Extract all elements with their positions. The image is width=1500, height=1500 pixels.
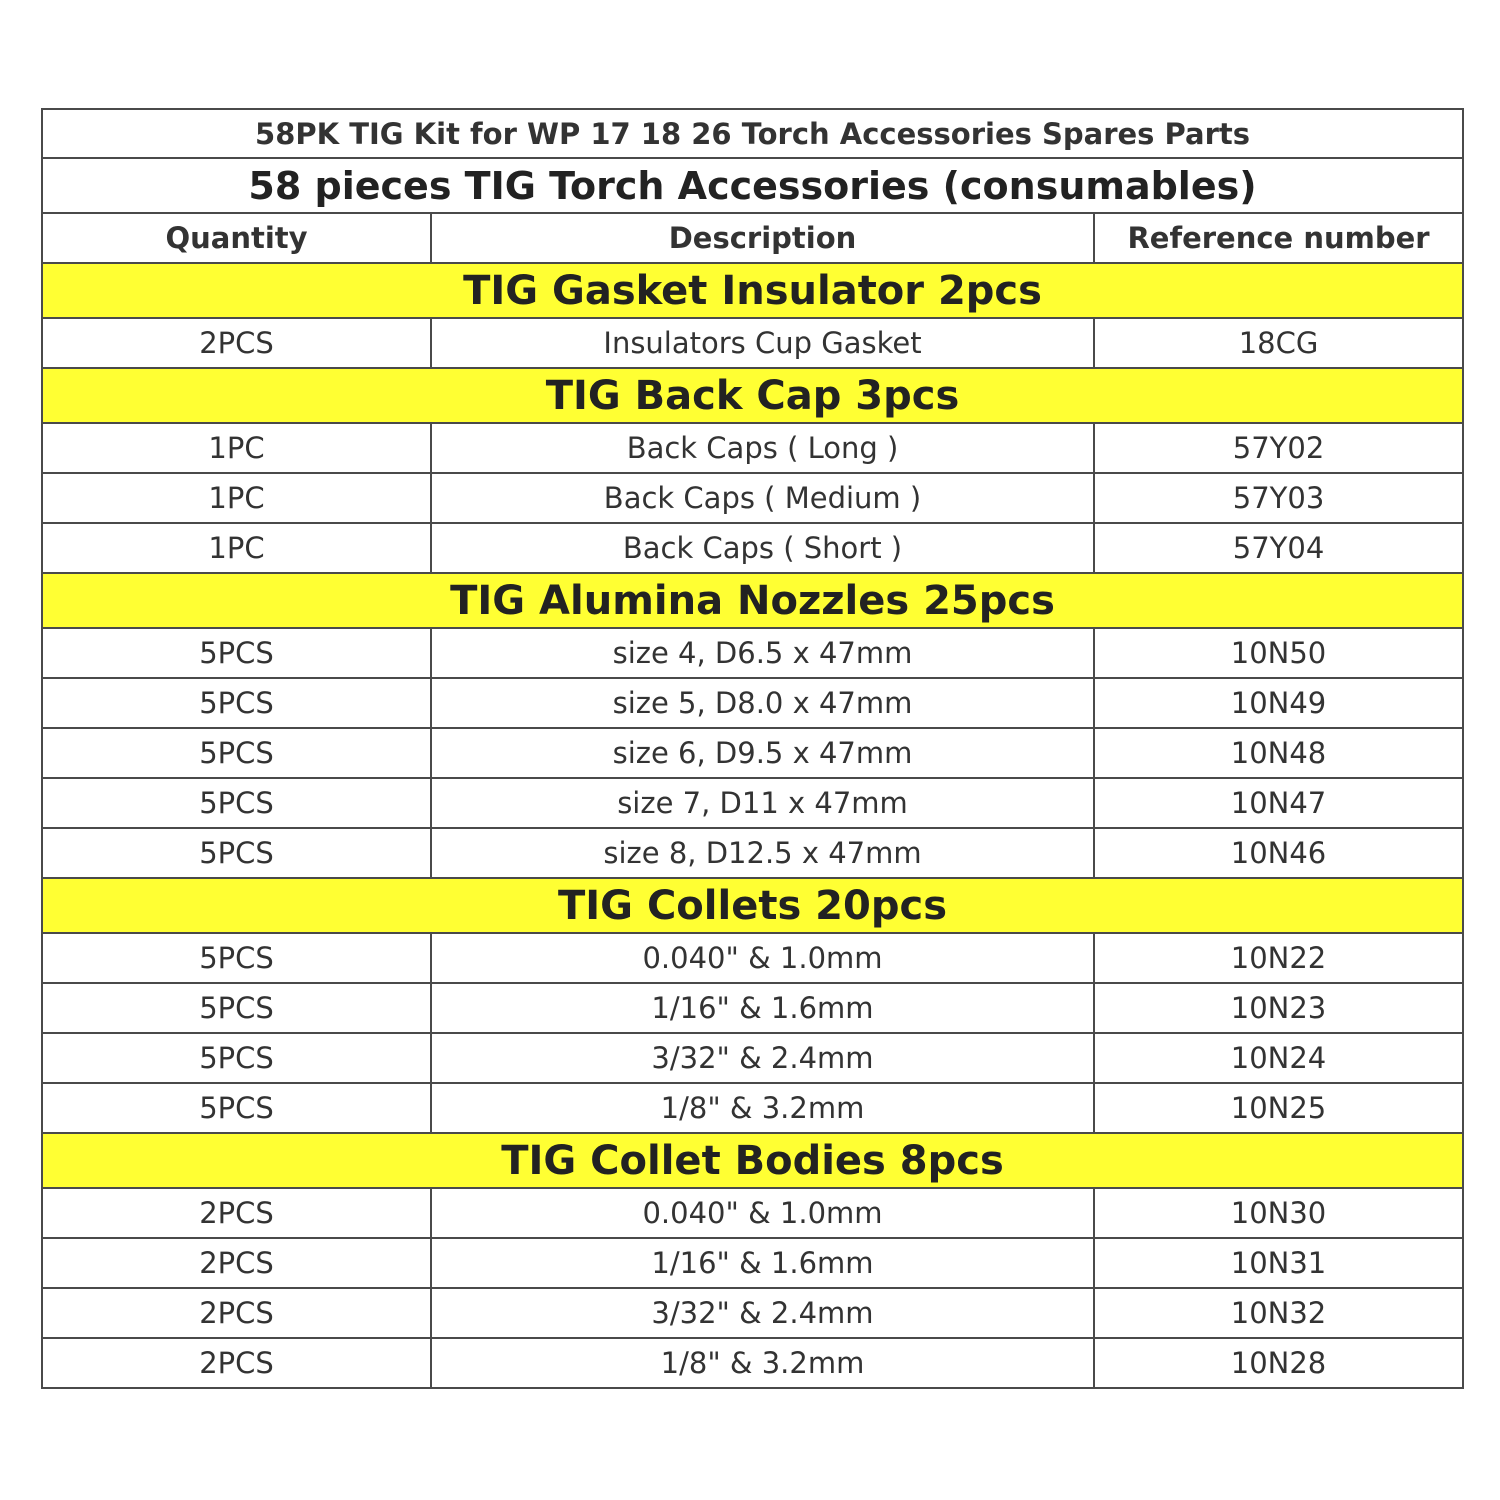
quantity-cell: 5PCS [42,828,431,878]
reference-number-cell: 10N24 [1094,1033,1463,1083]
description-cell: 0.040" & 1.0mm [431,933,1094,983]
reference-number-cell: 10N49 [1094,678,1463,728]
header-description: Description [431,213,1094,263]
description-cell: 1/8" & 3.2mm [431,1338,1094,1388]
reference-number-cell: 10N31 [1094,1238,1463,1288]
table-title: 58PK TIG Kit for WP 17 18 26 Torch Accessories Spares Parts [42,109,1463,158]
table-row [42,523,1463,573]
quantity-cell: 2PCS [42,318,431,368]
section-header-row [42,368,1463,423]
reference-number-cell: 10N23 [1094,983,1463,1033]
reference-number-cell: 18CG [1094,318,1463,368]
section-title: TIG Collet Bodies 8pcs [42,1133,1463,1188]
reference-number-cell: 57Y02 [1094,423,1463,473]
reference-number-cell: 10N25 [1094,1083,1463,1133]
table-row [42,678,1463,728]
reference-number-cell: 57Y03 [1094,473,1463,523]
table-row [42,1338,1463,1388]
reference-number-cell: 10N47 [1094,778,1463,828]
table-row [42,828,1463,878]
table-row [42,1033,1463,1083]
reference-number-cell: 10N32 [1094,1288,1463,1338]
description-cell: size 8, D12.5 x 47mm [431,828,1094,878]
section-header-row [42,1133,1463,1188]
table-row [42,423,1463,473]
quantity-cell: 1PC [42,523,431,573]
description-cell: Back Caps ( Short ) [431,523,1094,573]
section-header-row [42,573,1463,628]
description-cell: 0.040" & 1.0mm [431,1188,1094,1238]
section-header-row [42,263,1463,318]
quantity-cell: 5PCS [42,1033,431,1083]
quantity-cell: 2PCS [42,1338,431,1388]
table-row [42,933,1463,983]
reference-number-cell: 10N28 [1094,1338,1463,1388]
table-row [42,318,1463,368]
quantity-cell: 5PCS [42,728,431,778]
quantity-cell: 5PCS [42,678,431,728]
quantity-cell: 1PC [42,423,431,473]
table-row [42,1288,1463,1338]
description-cell: size 4, D6.5 x 47mm [431,628,1094,678]
quantity-cell: 5PCS [42,778,431,828]
table-row [42,778,1463,828]
parts-table-body [42,109,1463,1388]
table-subtitle: 58 pieces TIG Torch Accessories (consumables) [42,158,1463,213]
description-cell: 1/16" & 1.6mm [431,983,1094,1033]
table-row [42,1188,1463,1238]
section-title: TIG Gasket Insulator 2pcs [42,263,1463,318]
quantity-cell: 2PCS [42,1188,431,1238]
section-title: TIG Collets 20pcs [42,878,1463,933]
description-cell: size 6, D9.5 x 47mm [431,728,1094,778]
table-row [42,628,1463,678]
table-row [42,473,1463,523]
quantity-cell: 5PCS [42,933,431,983]
description-cell: size 7, D11 x 47mm [431,778,1094,828]
table-row [42,728,1463,778]
reference-number-cell: 10N22 [1094,933,1463,983]
description-cell: 3/32" & 2.4mm [431,1033,1094,1083]
title-row [42,109,1463,158]
section-title: TIG Alumina Nozzles 25pcs [42,573,1463,628]
section-title: TIG Back Cap 3pcs [42,368,1463,423]
reference-number-cell: 10N46 [1094,828,1463,878]
reference-number-cell: 10N30 [1094,1188,1463,1238]
quantity-cell: 5PCS [42,983,431,1033]
description-cell: 1/16" & 1.6mm [431,1238,1094,1288]
description-cell: 3/32" & 2.4mm [431,1288,1094,1338]
column-header-row [42,213,1463,263]
reference-number-cell: 10N50 [1094,628,1463,678]
description-cell: Back Caps ( Long ) [431,423,1094,473]
description-cell: 1/8" & 3.2mm [431,1083,1094,1133]
table-row [42,1238,1463,1288]
quantity-cell: 1PC [42,473,431,523]
table-row [42,1083,1463,1133]
quantity-cell: 5PCS [42,628,431,678]
reference-number-cell: 57Y04 [1094,523,1463,573]
quantity-cell: 2PCS [42,1288,431,1338]
reference-number-cell: 10N48 [1094,728,1463,778]
section-header-row [42,878,1463,933]
header-quantity: Quantity [42,213,431,263]
description-cell: Insulators Cup Gasket [431,318,1094,368]
subtitle-row [42,158,1463,213]
quantity-cell: 2PCS [42,1238,431,1288]
quantity-cell: 5PCS [42,1083,431,1133]
parts-table [41,108,1464,1389]
description-cell: size 5, D8.0 x 47mm [431,678,1094,728]
description-cell: Back Caps ( Medium ) [431,473,1094,523]
header-reference-number: Reference number [1094,213,1463,263]
table-row [42,983,1463,1033]
